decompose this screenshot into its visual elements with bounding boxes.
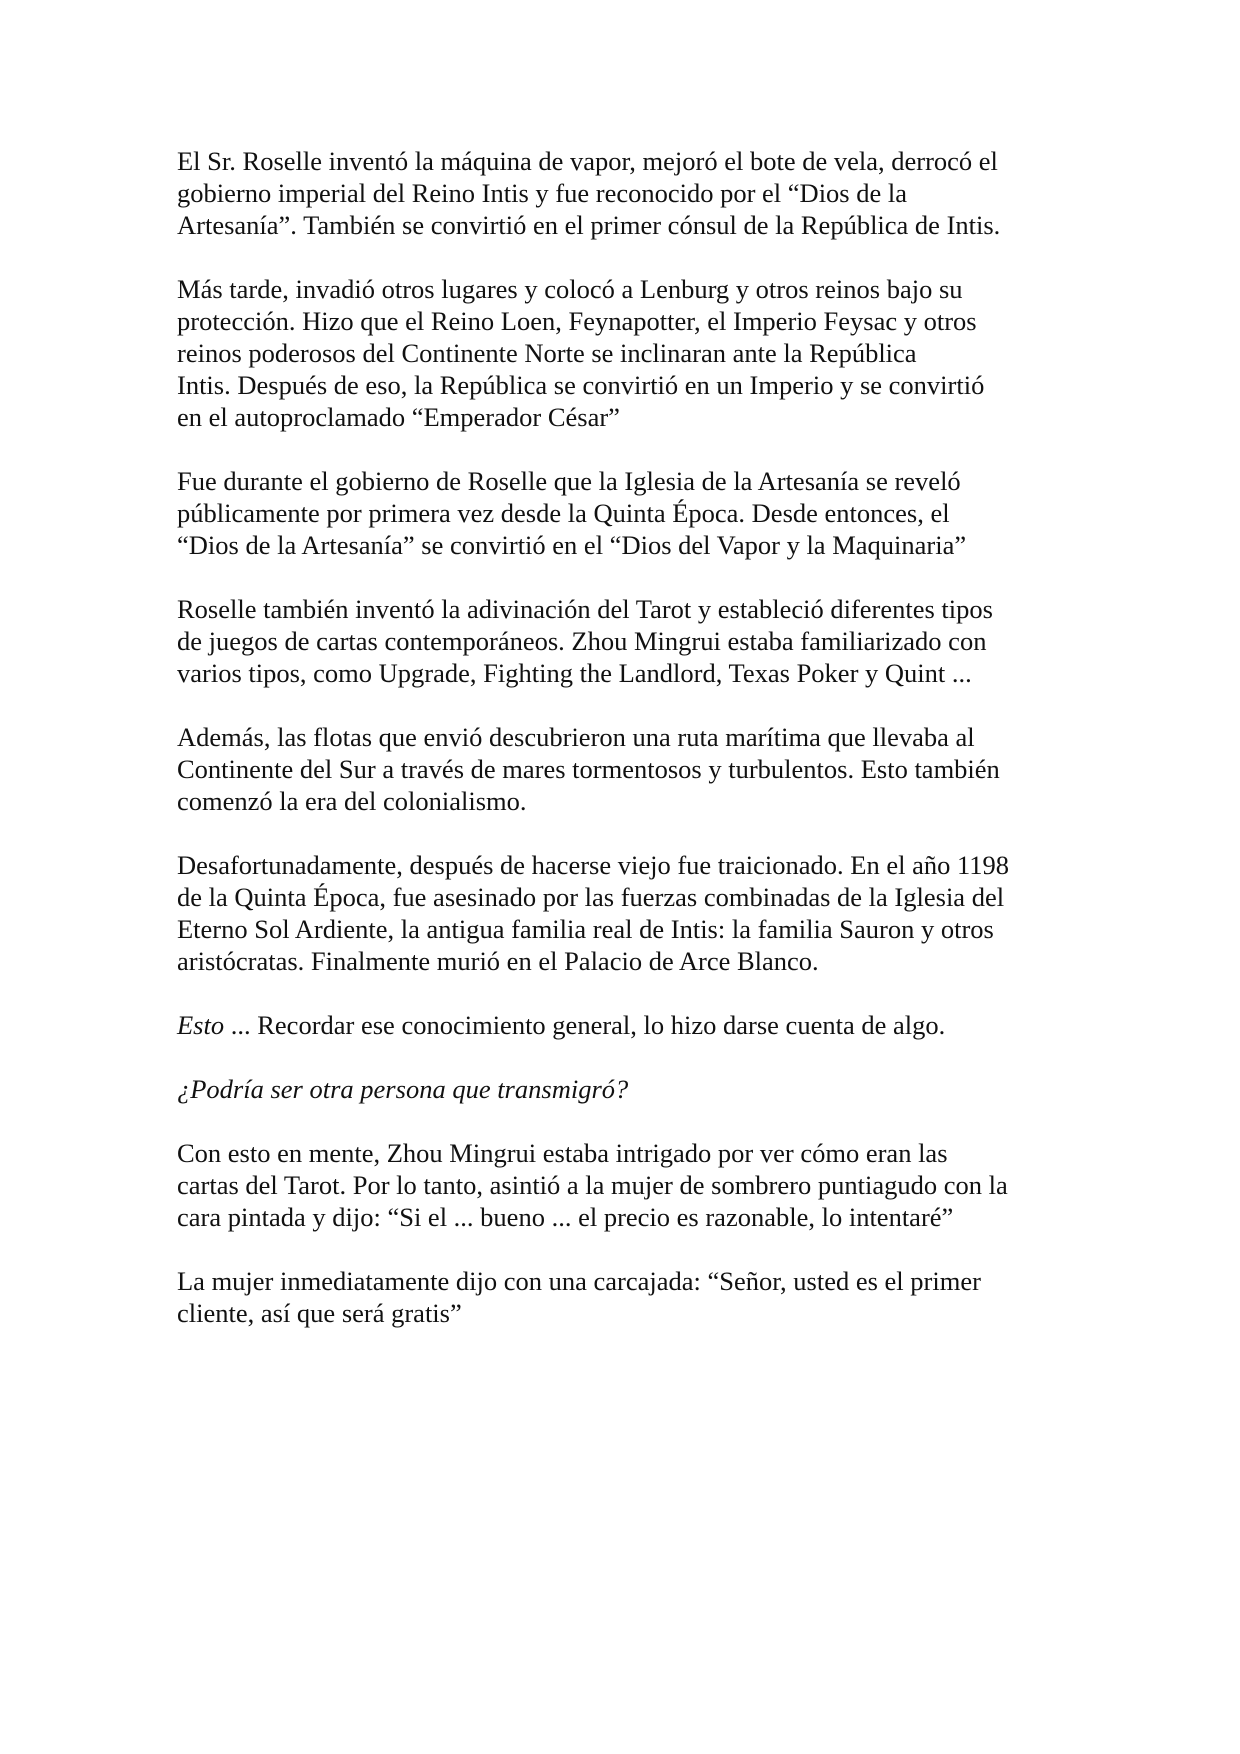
paragraph-4: Roselle también inventó la adivinación del Tarot y estableció diferentes tipos de juegos de cartas contemporáneos. Zhou Mingrui estaba familiarizado con varios tipos, como Upgrade, Fighting the Landlord, Texas Poker y Quint ... [177, 594, 993, 688]
paragraph-2: Más tarde, invadió otros lugares y colocó a Lenburg y otros reinos bajo su protección. Hizo que el Reino Loen, Feynapotter, el Imperio Feysac y otros reinos poderosos del Continente Norte se inclinaran ante la República Intis. Después de eso, la República se convirtió en un Imperio y se convirtió en el autoproclamado “Emperador César” [177, 274, 985, 432]
paragraph-3: Fue durante el gobierno de Roselle que la Iglesia de la Artesanía se reveló públicamente por primera vez desde la Quinta Época. Desde entonces, el “Dios de la Artesanía” se convirtió en el “Dios del Vapor y la Maquinaria” [177, 466, 967, 560]
paragraph-9: Con esto en mente, Zhou Mingrui estaba intrigado por ver cómo eran las cartas del Tarot. Por lo tanto, asintió a la mujer de sombrero puntiagudo con la cara pintada y dijo: “Si el ... bueno ... el precio es razonable, lo intentaré” [177, 1138, 1008, 1232]
document-body [177, 145, 1077, 1361]
paragraph-7-italic: Esto [177, 1010, 225, 1040]
paragraph-10: La mujer inmediatamente dijo con una carcajada: “Señor, usted es el primer cliente, así que será gratis” [177, 1266, 981, 1328]
paragraph-8: ¿Podría ser otra persona que transmigró? [177, 1074, 629, 1104]
paragraph-5: Además, las flotas que envió descubrieron una ruta marítima que llevaba al Continente del Sur a través de mares tormentosos y turbulentos. Esto también comenzó la era del colonialismo. [177, 722, 1000, 816]
paragraph-7 [177, 1009, 1077, 1041]
paragraph-7-rest: ... Recordar ese conocimiento general, lo hizo darse cuenta de algo. [224, 1010, 946, 1040]
paragraph-1: El Sr. Roselle inventó la máquina de vapor, mejoró el bote de vela, derrocó el gobierno imperial del Reino Intis y fue reconocido por el “Dios de la Artesanía”. También se convirtió en el primer cónsul de la República de Intis. [177, 146, 1001, 240]
paragraph-6: Desafortunadamente, después de hacerse viejo fue traicionado. En el año 1198 de la Quinta Época, fue asesinado por las fuerzas combinadas de la Iglesia del Eterno Sol Ardiente, la antigua familia real de Intis: la familia Sauron y otros aristócratas. Finalmente murió en el Palacio de Arce Blanco. [177, 850, 1009, 976]
